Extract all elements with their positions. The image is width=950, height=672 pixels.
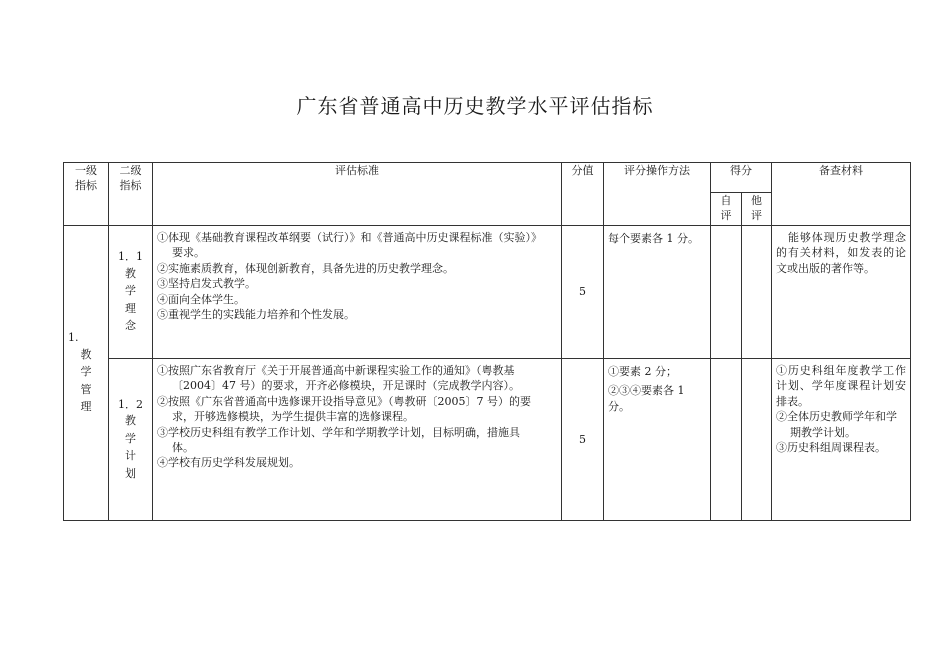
method-cell-1-2: ①要素 2 分； ②③④要素各 1 分。 — [604, 359, 711, 521]
level1-cell: 1. 教 学 管 理 — [64, 226, 109, 521]
header-criteria: 评估标准 — [153, 163, 562, 226]
score-cell-1-2: 5 — [562, 359, 604, 521]
materials-cell-1-2: ①历史科组年度教学工作计划、学年度课程计划安排表。 ②全体历史教师学年和学 期教学计划。 ③历史科组周课程表。 — [772, 359, 911, 521]
level2-cell-1-1: 1．1 教 学 理 念 — [109, 226, 153, 359]
criteria-cell-1-2: ①按照广东省教育厅《关于开展普通高中新课程实验工作的通知》（粤教基 〔2004〕47 号）的要求，开齐必修模块，开足课时（完成教学内容）。 ②按照《广东省普通高中选修课开设指导意见》（粤教研〔2005〕7 号）的要 求，开够选修模块，为学生提供丰富的选修课程。 ③学校历史科组有教学工作计划、学年和学期教学计划，目标明确，措施具 体。 ④学校有历史学科发展规划。 — [153, 359, 562, 521]
score-cell-1-1: 5 — [562, 226, 604, 359]
header-self: 自 评 — [711, 193, 742, 226]
method-cell-1-1: 每个要素各 1 分。 — [604, 226, 711, 359]
other-score-cell-1-2[interactable] — [742, 359, 772, 521]
table-row — [64, 226, 911, 359]
page-title: 广东省普通高中历史教学水平评估指标 — [296, 94, 654, 118]
header-level2: 二级 指标 — [109, 163, 153, 226]
materials-cell-1-1: 能够体现历史教学理念的有关材料，如发表的论文或出版的著作等。 — [772, 226, 911, 359]
criteria-cell-1-1: ①体现《基础教育课程改革纲要（试行）》和《普通高中历史课程标准（实验）》 要求。 ②实施素质教育，体现创新教育，具备先进的历史教学理念。 ③坚持启发式教学。 ④面向全体学生。 ⑤重视学生的实践能力培养和个性发展。 — [153, 226, 562, 359]
header-score: 分值 — [562, 163, 604, 226]
header-materials: 备查材料 — [772, 163, 911, 226]
header-other: 他 评 — [742, 193, 772, 226]
evaluation-table — [63, 162, 911, 521]
level1-num: 1. — [68, 331, 79, 345]
other-score-cell-1-1[interactable] — [742, 226, 772, 359]
header-method: 评分操作方法 — [604, 163, 711, 226]
level2-cell-1-2: 1．2 教 学 计 划 — [109, 359, 153, 521]
header-obtained: 得分 — [711, 163, 772, 193]
self-score-cell-1-1[interactable] — [711, 226, 742, 359]
table-row — [64, 359, 911, 521]
header-level1: 一级 指标 — [64, 163, 109, 226]
self-score-cell-1-2[interactable] — [711, 359, 742, 521]
